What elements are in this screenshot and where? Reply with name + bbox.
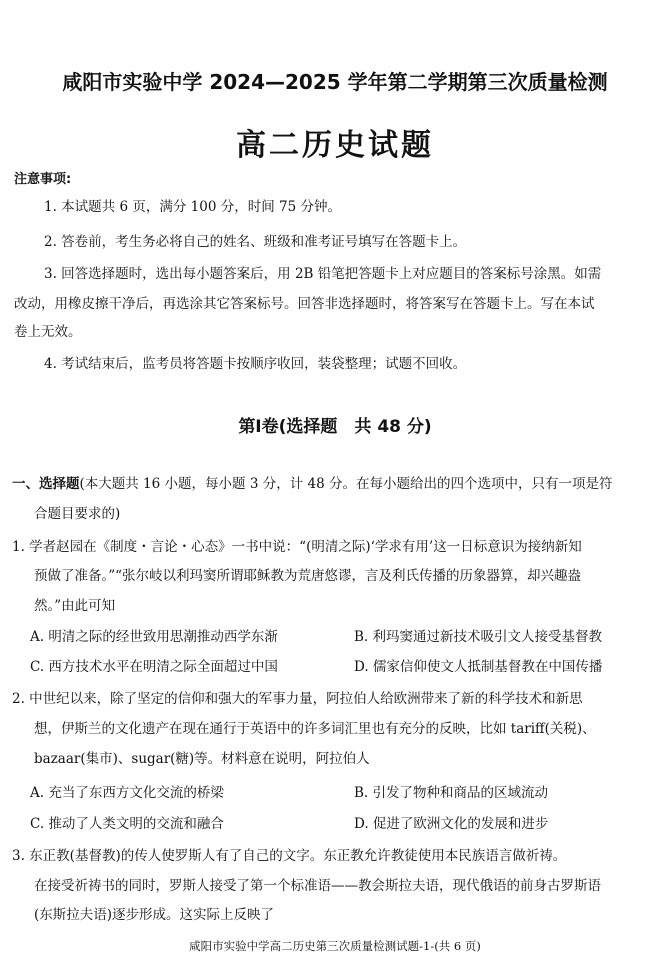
notice-line-2: 2. 答卷前，考生务必将自己的姓名、班级和准考证号填写在答题卡上。 bbox=[44, 234, 467, 250]
question-1-line-3: 然。”由此可知 bbox=[34, 598, 116, 614]
question-3-line-1: 3. 东正教(基督教)的传人使罗斯人有了自己的文字。东正教允许教徒使用本民族语言做祈祷。 bbox=[12, 848, 567, 864]
question-1-option-b[interactable]: B. 利玛窦通过新技术吸引文人接受基督教 bbox=[354, 629, 603, 645]
notice-line-4: 改动，用橡皮擦干净后，再选涂其它答案标号。回答非选择题时，将答案写在答题卡上。写在本试 bbox=[14, 296, 595, 312]
question-2-line-1: 2. 中世纪以来，除了坚定的信仰和强大的军事力量，阿拉伯人给欧洲带来了新的科学技术和新思 bbox=[12, 691, 583, 707]
page-footer: 咸阳市实验中学高二历史第三次质量检测试题-1-(共 6 页) bbox=[189, 939, 481, 953]
question-1-option-a[interactable]: A. 明清之际的经世致用思潮推动西学东渐 bbox=[30, 629, 278, 645]
question-2-line-3: bazaar(集市)、sugar(糖)等。材料意在说明，阿拉伯人 bbox=[34, 751, 370, 767]
exam-subtitle: 高二历史试题 bbox=[236, 128, 434, 163]
part1-intro-cont: 合题目要求的) bbox=[34, 506, 121, 522]
section-title: 第Ⅰ卷(选择题 共 48 分) bbox=[238, 417, 432, 437]
question-2-option-d[interactable]: D. 促进了欧洲文化的发展和进步 bbox=[354, 816, 549, 832]
part1-intro bbox=[12, 474, 612, 494]
exam-title: 咸阳市实验中学 2024—2025 学年第二学期第三次质量检测 bbox=[62, 70, 608, 94]
part1-label: 一、选择题 bbox=[12, 476, 80, 492]
question-1-line-2: 预做了准备。”“张尔岐以利玛窦所谓耶稣教为荒唐悠谬，言及利氏传播的历象器算，却兴趣盎 bbox=[34, 568, 582, 584]
notice-line-5: 卷上无效。 bbox=[14, 324, 82, 340]
question-1-option-d[interactable]: D. 儒家信仰使文人抵制基督教在中国传播 bbox=[354, 659, 603, 675]
question-2-line-2: 想，伊斯兰的文化遗产在现在通行于英语中的许多词汇里也有充分的反映，比如 tariff(关税)、 bbox=[34, 721, 596, 737]
question-3-line-3: (东斯拉夫语)逐步形成。这实际上反映了 bbox=[34, 907, 275, 923]
question-1-line-1: 1. 学者赵园在《制度・言论・心态》一书中说：“(明清之际)‘学求有用’这一日标意识为接纳新知 bbox=[12, 539, 582, 555]
part1-intro-text: (本大题共 16 小题，每小题 3 分，计 48 分。在每小题给出的四个选项中，只有一项是符 bbox=[79, 476, 613, 492]
notice-heading: 注意事项: bbox=[14, 172, 72, 187]
notice-line-6: 4. 考试结束后，监考员将答题卡按顺序收回，装袋整理；试题不回收。 bbox=[44, 356, 467, 372]
notice-line-1: 1. 本试题共 6 页，满分 100 分，时间 75 分钟。 bbox=[44, 199, 341, 215]
notice-line-3: 3. 回答选择题时，选出每小题答案后，用 2B 铅笔把答题卡上对应题目的答案标号涂黑。如需 bbox=[44, 266, 602, 282]
question-2-option-a[interactable]: A. 充当了东西方文化交流的桥梁 bbox=[30, 785, 224, 801]
question-1-option-c[interactable]: C. 西方技术水平在明清之际全面超过中国 bbox=[30, 659, 278, 675]
question-3-line-2: 在接受祈祷书的同时，罗斯人接受了第一个标准语——教会斯拉夫语，现代俄语的前身古罗斯语 bbox=[34, 878, 601, 894]
question-2-option-b[interactable]: B. 引发了物种和商品的区域流动 bbox=[354, 785, 549, 801]
question-2-option-c[interactable]: C. 推动了人类文明的交流和融合 bbox=[30, 816, 224, 832]
